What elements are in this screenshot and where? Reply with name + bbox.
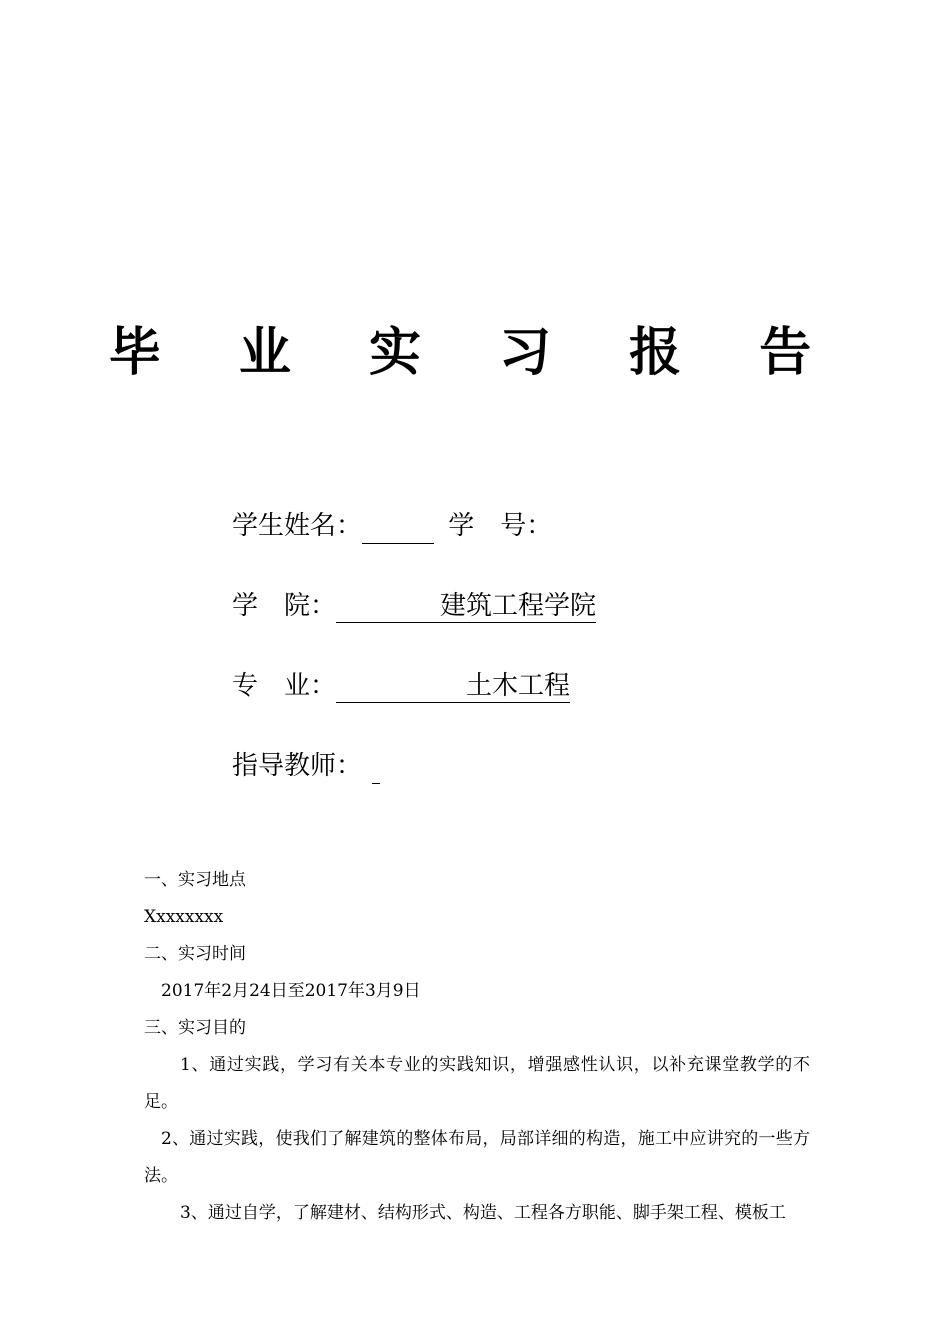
purpose-paragraph-3: 3、通过自学，了解建材、结构形式、构造、工程各方职能、脚手架工程、模板工	[180, 1203, 786, 1223]
advisor-row	[232, 748, 380, 784]
advisor-label: 指导教师：	[232, 751, 363, 781]
report-title: 毕 业 实 习 报 告	[108, 323, 842, 383]
student-name-label: 学生姓名：	[232, 511, 363, 541]
major-label: 专 业：	[232, 671, 337, 701]
college-value: 建筑工程学院	[336, 590, 596, 623]
report-body	[144, 862, 810, 1232]
time-text: 2017年2月24日至2017年3月9日	[161, 981, 421, 1001]
major-row	[232, 668, 570, 704]
student-id-label: 学 号：	[448, 511, 553, 541]
section-heading-purpose: 三、实习目的	[144, 1018, 246, 1038]
location-text: Xxxxxxxx	[144, 907, 224, 927]
purpose-paragraph-1: 1、通过实践，学习有关本专业的实践知识，增强感性认识，以补充课堂教学的不足。	[144, 1055, 810, 1112]
purpose-paragraph-2: 2、通过实践，使我们了解建筑的整体布局，局部详细的构造，施工中应讲究的一些方法。	[144, 1129, 810, 1186]
advisor-blank	[372, 753, 380, 784]
college-label: 学 院：	[232, 591, 337, 621]
student-name-blank	[362, 513, 434, 544]
student-name-row	[232, 508, 552, 544]
section-heading-location: 一、实习地点	[144, 870, 246, 890]
college-row	[232, 588, 596, 624]
major-value: 土木工程	[336, 670, 570, 703]
section-heading-time: 二、实习时间	[144, 944, 246, 964]
